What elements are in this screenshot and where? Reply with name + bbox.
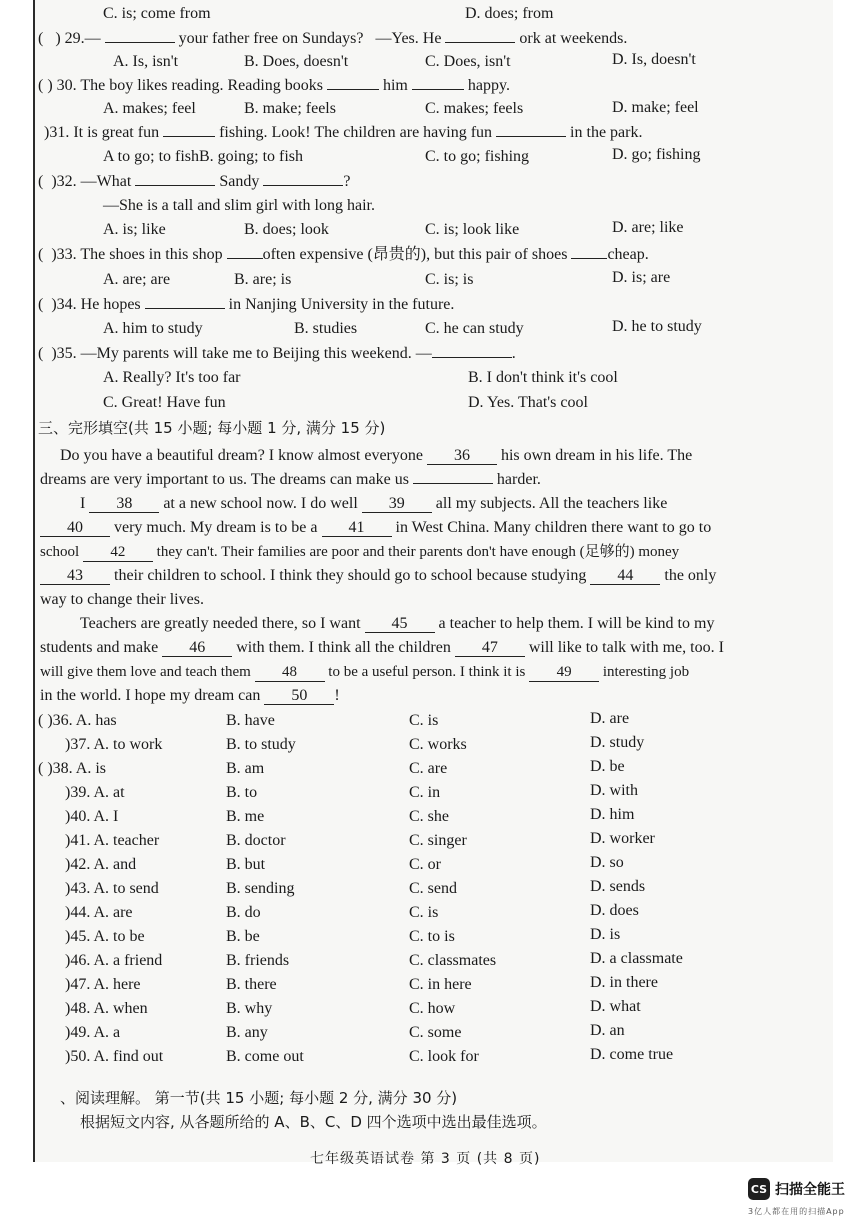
question-34: ( )34. He hopes in Nanjing University in the future. xyxy=(38,296,455,313)
option-d-29: D. Is, doesn't xyxy=(612,51,696,68)
passage-line-8: Teachers are greatly needed there, so I want 45 a teacher to help them. I will be kind to my xyxy=(80,615,715,632)
option-b-29: B. Does, doesn't xyxy=(244,53,349,70)
passage-line-6: 43 their children to school. I think they should go to school because studying 44 the only xyxy=(40,566,716,586)
cloze-row-48-c: C. how xyxy=(409,1000,456,1017)
passage-line-7: way to change their lives. xyxy=(40,591,204,608)
option-d-35: D. Yes. That's cool xyxy=(468,394,588,411)
section-4-instruction: 根据短文内容, 从各题所给的 A、B、C、D 四个选项中选出最佳选项。 xyxy=(80,1113,547,1131)
cloze-row-43-d: D. sends xyxy=(590,878,646,895)
cloze-row-39-a: )39. A. at xyxy=(65,784,125,801)
cloze-row-42-b: B. but xyxy=(226,856,266,873)
cloze-row-40-c: C. she xyxy=(409,808,449,825)
cloze-row-50-b: B. come out xyxy=(226,1048,304,1065)
option-a-29: A. Is, isn't xyxy=(113,53,179,70)
cloze-row-39-d: D. with xyxy=(590,782,638,799)
cloze-row-50-a: )50. A. find out xyxy=(65,1048,164,1065)
cloze-row-47-b: B. there xyxy=(226,976,277,993)
cloze-row-47-c: C. in here xyxy=(409,976,472,993)
option-c-33: C. is; is xyxy=(425,271,474,288)
passage-line-9: students and make 46 with them. I think all the children 47 will like to talk with me, too. I xyxy=(40,639,724,656)
page-footer: 七年级英语试卷 第 3 页 (共 8 页) xyxy=(310,1151,541,1167)
cloze-row-48-b: B. why xyxy=(226,1000,273,1017)
option-d-33: D. is; are xyxy=(612,269,671,286)
margin-line xyxy=(33,0,35,1162)
cloze-row-38-c: C. are xyxy=(409,760,448,777)
option-c-31: C. to go; fishing xyxy=(425,148,530,165)
cloze-row-41-b: B. doctor xyxy=(226,832,286,849)
cloze-row-37-a: )37. A. to work xyxy=(65,736,163,753)
cloze-row-43-c: C. send xyxy=(409,880,457,897)
cloze-row-44-d: D. does xyxy=(590,902,639,919)
cloze-row-43-b: B. sending xyxy=(226,880,295,897)
cloze-row-37-b: B. to study xyxy=(226,736,296,753)
option-d-28: D. does; from xyxy=(465,5,554,22)
passage-line-11: in the world. I hope my dream can 50 ! xyxy=(40,687,340,704)
option-ab-31: A to go; to fishB. going; to fish xyxy=(103,148,304,165)
cloze-row-40-b: B. me xyxy=(226,808,265,825)
cloze-row-48-a: )48. A. when xyxy=(65,1000,148,1017)
option-b-34: B. studies xyxy=(294,320,358,337)
cloze-row-46-a: )46. A. a friend xyxy=(65,952,163,969)
option-a-34: A. him to study xyxy=(103,320,203,337)
option-b-32: B. does; look xyxy=(244,221,329,238)
question-32-answer-line: —She is a tall and slim girl with long hair. xyxy=(103,197,375,214)
question-30: ( ) 30. The boy likes reading. Reading books him happy. xyxy=(38,77,510,94)
cloze-row-45-c: C. to is xyxy=(409,928,455,945)
passage-line-5: school 42 they can't. Their families are poor and their parents don't have enough (足够的) money xyxy=(40,544,680,560)
cloze-row-36-b: B. have xyxy=(226,712,275,729)
cloze-row-41-d: D. worker xyxy=(590,830,655,847)
cloze-row-44-a: )44. A. are xyxy=(65,904,133,921)
cloze-row-42-c: C. or xyxy=(409,856,441,873)
option-b-33: B. are; is xyxy=(234,271,292,288)
option-c-29: C. Does, isn't xyxy=(425,53,511,70)
option-c-32: C. is; look like xyxy=(425,221,520,238)
section-3-heading: 三、完形填空(共 15 小题; 每小题 1 分, 满分 15 分) xyxy=(38,419,386,437)
cloze-row-38-a: ( )38. A. is xyxy=(38,760,106,777)
passage-line-3: I 38 at a new school now. I do well 39 all my subjects. All the teachers like xyxy=(80,495,668,512)
cloze-row-49-c: C. some xyxy=(409,1024,462,1041)
cloze-row-40-d: D. him xyxy=(590,806,635,823)
section-4-heading: 、阅读理解。 第一节(共 15 小题; 每小题 2 分, 满分 30 分) xyxy=(60,1089,458,1107)
scanner-watermark xyxy=(748,1178,845,1200)
cloze-row-48-d: D. what xyxy=(590,998,641,1015)
question-35: ( )35. —My parents will take me to Beijing this weekend. — . xyxy=(38,345,516,362)
question-31: )31. It is great fun fishing. Look! The children are having fun in the park. xyxy=(44,124,643,141)
passage-line-2: dreams are very important to us. The dreams can make us harder. xyxy=(40,471,541,488)
cloze-row-38-b: B. am xyxy=(226,760,265,777)
cloze-row-42-a: )42. A. and xyxy=(65,856,137,873)
cloze-row-47-d: D. in there xyxy=(590,974,658,991)
cloze-row-42-d: D. so xyxy=(590,854,624,871)
cloze-row-49-b: B. any xyxy=(226,1024,268,1041)
option-c-30: C. makes; feels xyxy=(425,100,524,117)
passage-line-10: will give them love and teach them 48 to be a useful person. I think it is 49 interesting job xyxy=(40,664,690,680)
cloze-row-45-d: D. is xyxy=(590,926,621,943)
option-d-34: D. he to study xyxy=(612,318,702,335)
cloze-row-41-c: C. singer xyxy=(409,832,467,849)
cloze-row-39-b: B. to xyxy=(226,784,258,801)
passage-line-1: Do you have a beautiful dream? I know almost everyone 36 his own dream in his life. The xyxy=(60,447,693,464)
option-d-31: D. go; fishing xyxy=(612,146,701,163)
cloze-row-46-d: D. a classmate xyxy=(590,950,683,967)
option-b-35: B. I don't think it's cool xyxy=(468,369,618,386)
cloze-row-47-a: )47. A. here xyxy=(65,976,141,993)
cloze-row-37-d: D. study xyxy=(590,734,645,751)
camscanner-icon: CS xyxy=(748,1178,770,1200)
cloze-row-46-b: B. friends xyxy=(226,952,290,969)
cloze-row-36-d: D. are xyxy=(590,710,630,727)
cloze-row-36-a: ( )36. A. has xyxy=(38,712,117,729)
cloze-row-39-c: C. in xyxy=(409,784,441,801)
question-29: ( ) 29.— your father free on Sundays? —Yes. He ork at weekends. xyxy=(38,30,628,47)
passage-line-4: 40 very much. My dream is to be a 41 in West China. Many children there want to go to xyxy=(40,518,711,538)
option-a-33: A. are; are xyxy=(103,271,171,288)
cloze-row-45-b: B. be xyxy=(226,928,260,945)
cloze-row-44-c: C. is xyxy=(409,904,439,921)
cloze-row-45-a: )45. A. to be xyxy=(65,928,145,945)
watermark-subtitle: 3亿人都在用的扫描App xyxy=(748,1207,845,1216)
cloze-row-50-c: C. look for xyxy=(409,1048,479,1065)
option-c-34: C. he can study xyxy=(425,320,524,337)
watermark-title: 扫描全能王 xyxy=(775,1182,845,1198)
cloze-row-40-a: )40. A. I xyxy=(65,808,119,825)
option-a-30: A. makes; feel xyxy=(103,100,196,117)
cloze-row-50-d: D. come true xyxy=(590,1046,674,1063)
cloze-row-41-a: )41. A. teacher xyxy=(65,832,160,849)
cloze-row-43-a: )43. A. to send xyxy=(65,880,159,897)
cloze-row-44-b: B. do xyxy=(226,904,261,921)
question-33: ( )33. The shoes in this shop often expensive (昂贵的), but this pair of shoes cheap. xyxy=(38,246,649,263)
option-c-28: C. is; come from xyxy=(103,5,211,22)
option-b-30: B. make; feels xyxy=(244,100,336,117)
question-32: ( )32. —What Sandy ? xyxy=(38,173,351,190)
cloze-row-49-a: )49. A. a xyxy=(65,1024,121,1041)
option-a-32: A. is; like xyxy=(103,221,166,238)
cloze-row-49-d: D. an xyxy=(590,1022,625,1039)
option-c-35: C. Great! Have fun xyxy=(103,394,226,411)
cloze-row-38-d: D. be xyxy=(590,758,625,775)
cloze-row-46-c: C. classmates xyxy=(409,952,497,969)
cloze-row-37-c: C. works xyxy=(409,736,467,753)
cloze-row-36-c: C. is xyxy=(409,712,439,729)
option-d-30: D. make; feel xyxy=(612,99,699,116)
option-a-35: A. Really? It's too far xyxy=(103,369,241,386)
option-d-32: D. are; like xyxy=(612,219,684,236)
